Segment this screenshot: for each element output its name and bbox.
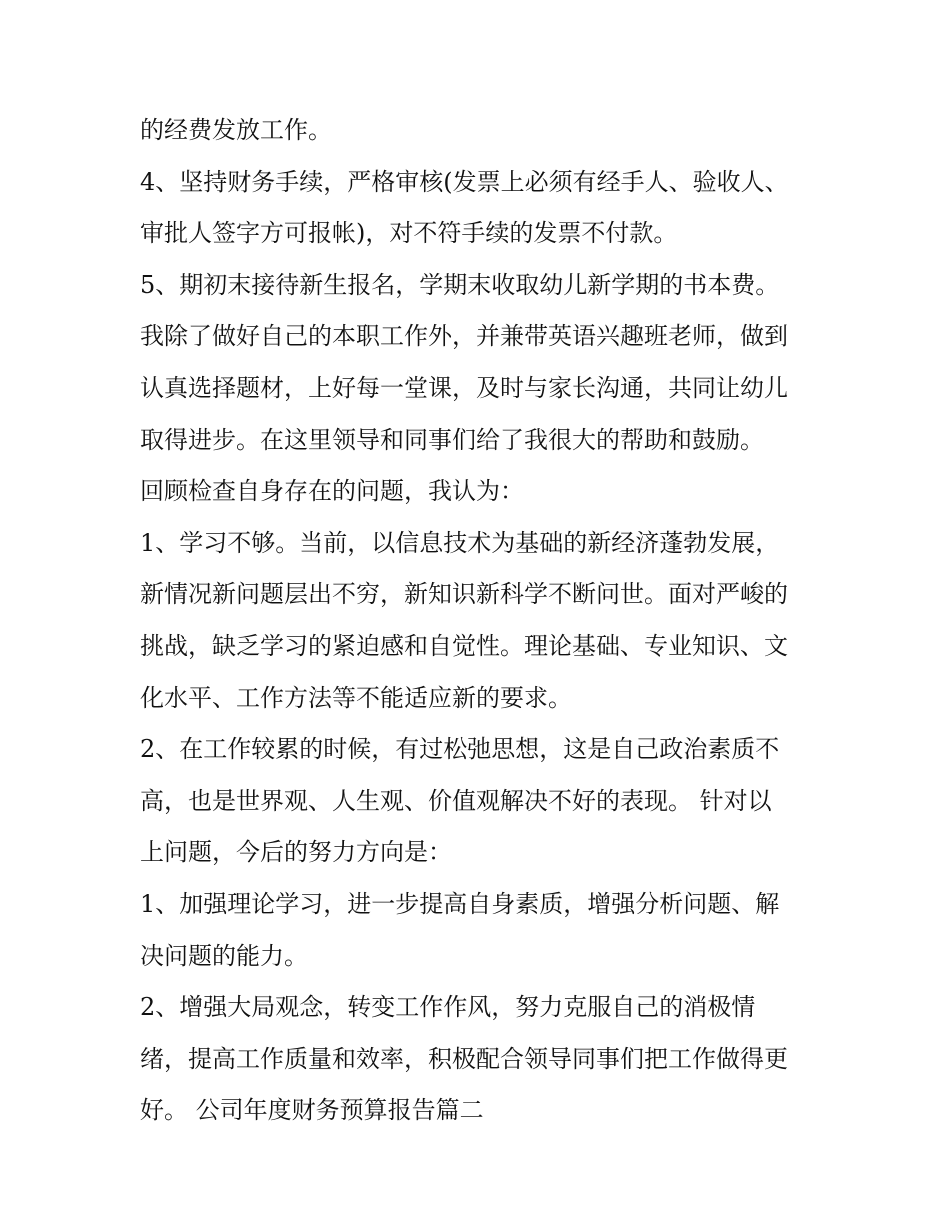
text-line: 上问题，今后的努力方向是： [140, 838, 452, 867]
text-line: 1、学习不够。当前，以信息技术为基础的新经济蓬勃发展， [140, 528, 780, 557]
text-line: 的经费发放工作。 [140, 116, 332, 144]
text-line: 化水平、工作方法等不能适应新的要求。 [140, 683, 572, 712]
text-line: 2、在工作较累的时候，有过松弛思想，这是自己政治素质不 [140, 735, 780, 764]
text-line: 1、加强理论学习，进一步提高自身素质，增强分析问题、解 [140, 889, 780, 918]
text-line: 回顾检查自身存在的问题，我认为： [140, 477, 524, 506]
document-body [140, 105, 830, 1137]
text-line: 高，也是世界观、人生观、价值观解决不好的表现。 针对以 [140, 786, 772, 815]
text-line: 好。 公司年度财务预算报告篇二 [140, 1096, 484, 1125]
text-line: 绪，提高工作质量和效率，积极配合领导同事们把工作做得更 [140, 1044, 788, 1073]
text-line: 5、期初末接待新生报名，学期末收取幼儿新学期的书本费。 [140, 270, 780, 299]
text-line: 认真选择题材，上好每一堂课，及时与家长沟通，共同让幼儿 [140, 373, 788, 402]
text-line: 2、增强大局观念，转变工作作风，努力克服自己的消极情 [140, 993, 756, 1022]
text-line: 审批人签字方可报帐)，对不符手续的发票不付款。 [140, 219, 678, 248]
text-line: 我除了做好自己的本职工作外，并兼带英语兴趣班老师，做到 [140, 322, 788, 351]
text-line: 新情况新问题层出不穷，新知识新科学不断问世。面对严峻的 [140, 580, 788, 609]
text-line: 决问题的能力。 [140, 941, 308, 970]
text-line: 4、坚持财务手续，严格审核(发票上必须有经手人、验收人、 [140, 167, 789, 196]
text-line: 取得进步。在这里领导和同事们给了我很大的帮助和鼓励。 [140, 425, 764, 454]
text-line: 挑战，缺乏学习的紧迫感和自觉性。理论基础、专业知识、文 [140, 631, 788, 660]
